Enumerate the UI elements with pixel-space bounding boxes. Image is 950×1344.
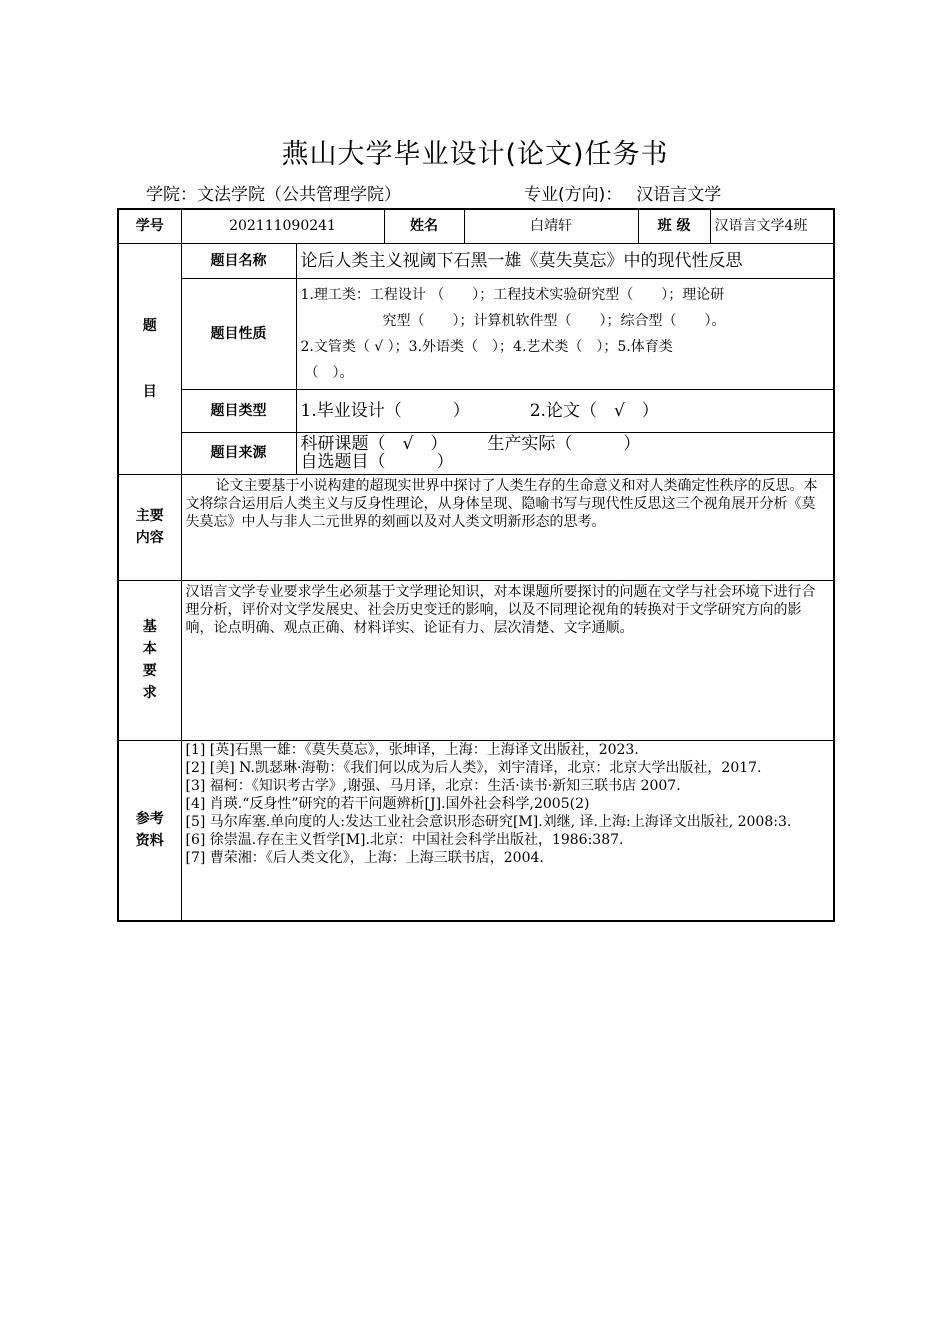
college-line: 学院：文法学院（公共管理学院） (146, 185, 401, 205)
main-content-text: 论文主要基于小说构建的超现实世界中探讨了人类生存的生命意义和对人类确定性秩序的反思。本文将综合运用后人类主义与反身性理论，从身体呈现、隐喻书写与现代性反思这三个视角展开分析《莫失莫忘》中人与非人二元世界的刻画以及对人类文明新形态的思考。 (181, 474, 834, 580)
requirements-label (118, 580, 181, 740)
requirements-label-2: 本 (142, 641, 157, 657)
references-label-1: 参考 (135, 811, 164, 828)
type-option-paper: 2.论文（ √ ） (529, 400, 659, 421)
source-option-production: 生产实际（ ） (487, 434, 641, 454)
requirements-label-1: 基 (142, 619, 157, 635)
reference-item: [1] [英]石黑一雄：《莫失莫忘》，张坤译，上海：上海译文出版社，2023. (185, 741, 639, 758)
topic-nature-row (118, 278, 834, 389)
topic-group-label-1: 题 (142, 317, 157, 334)
reference-item: [6] 徐崇温.存在主义哲学[M].北京：中国社会科学出版社，1986:387. (185, 831, 624, 848)
topic-nature-label: 题目性质 (181, 278, 296, 389)
nature-line-1: 1.理工类：工程设计 （ ）；工程技术实验研究型（ ）；理论研 (300, 286, 725, 303)
major-line (524, 180, 721, 205)
requirements-label-4: 求 (142, 685, 157, 701)
student-name-value: 白靖轩 (464, 209, 638, 243)
student-row (118, 209, 834, 243)
topic-source-value (296, 432, 834, 474)
topic-name-value: 论后人类主义视阈下石黑一雄《莫失莫忘》中的现代性反思 (296, 243, 834, 278)
reference-item: [5] 马尔库塞.单向度的人:发达工业社会意识形态研究[M].刘继, 译.上海:上海译文出版社, 2008:3. (185, 813, 792, 830)
source-option-self: 自选题目（ ） (300, 452, 454, 472)
references-row (118, 740, 834, 921)
reference-item: [4] 肖瑛.“反身性”研究的若干问题辨析[J].国外社会科学,2005(2) (185, 795, 590, 812)
task-table (117, 208, 835, 922)
document-title: 燕山大学毕业设计(论文)任务书 (281, 139, 669, 170)
topic-source-label: 题目来源 (181, 432, 296, 474)
student-id-value: 202111090241 (181, 209, 384, 243)
topic-name-row (118, 243, 834, 278)
topic-source-row (118, 432, 834, 474)
reference-item: [7] 曹荣湘：《后人类文化》，上海：上海三联书店，2004. (185, 849, 544, 866)
major-label: 专业(方向)： (524, 185, 623, 205)
source-option-research: 科研课题（ √ ） (300, 434, 448, 454)
topic-type-value (296, 389, 834, 432)
nature-line-2: 究型（ ）；计算机软件型（ ）；综合型（ ）。 (382, 312, 726, 329)
nature-line-4: （ ）。 (304, 364, 354, 381)
references-list (181, 740, 834, 921)
topic-type-row (118, 389, 834, 432)
student-id-label: 学号 (118, 209, 181, 243)
topic-type-label: 题目类型 (181, 389, 296, 432)
topic-group-label (118, 243, 181, 474)
reference-item: [2] [美] N.凯瑟琳·海勒：《我们何以成为后人类》，刘宇清译，北京：北京大学出版社，2017. (185, 759, 762, 776)
references-label-2: 资料 (135, 833, 164, 850)
topic-name-label: 题目名称 (181, 243, 296, 278)
requirements-label-3: 要 (142, 663, 157, 679)
student-name-label: 姓名 (384, 209, 464, 243)
class-value: 汉语言文学4班 (710, 209, 834, 243)
nature-line-3: 2.文管类（ √ ）；3.外语类（ ）；4.艺术类（ ）；5.体育类 (300, 338, 673, 355)
topic-nature-value (296, 278, 834, 389)
requirements-text: 汉语言文学专业要求学生必须基于文学理论知识，对本课题所要探讨的问题在文学与社会环境下进行合理分析，评价对文学发展史、社会历史变迁的影响，以及不同理论视角的转换对于文学研究方向的影响，论点明确、观点正确、材料详实、论证有力、层次清楚、文字通顺。 (181, 580, 834, 740)
class-label: 班 级 (638, 209, 710, 243)
references-label (118, 740, 181, 921)
major-value: 汉语言文学 (636, 185, 722, 205)
main-content-label-1: 主要 (135, 508, 164, 524)
main-content-row (118, 474, 834, 580)
requirements-row (118, 580, 834, 740)
topic-group-label-2: 目 (142, 383, 157, 400)
type-option-thesis-design: 1.毕业设计（ ） (300, 400, 470, 421)
main-content-label-2: 内容 (135, 530, 164, 546)
reference-item: [3] 福柯：《知识考古学》,谢强、马月译，北京：生活·读书·新知三联书店 2007. (185, 777, 681, 794)
main-content-label (118, 474, 181, 580)
